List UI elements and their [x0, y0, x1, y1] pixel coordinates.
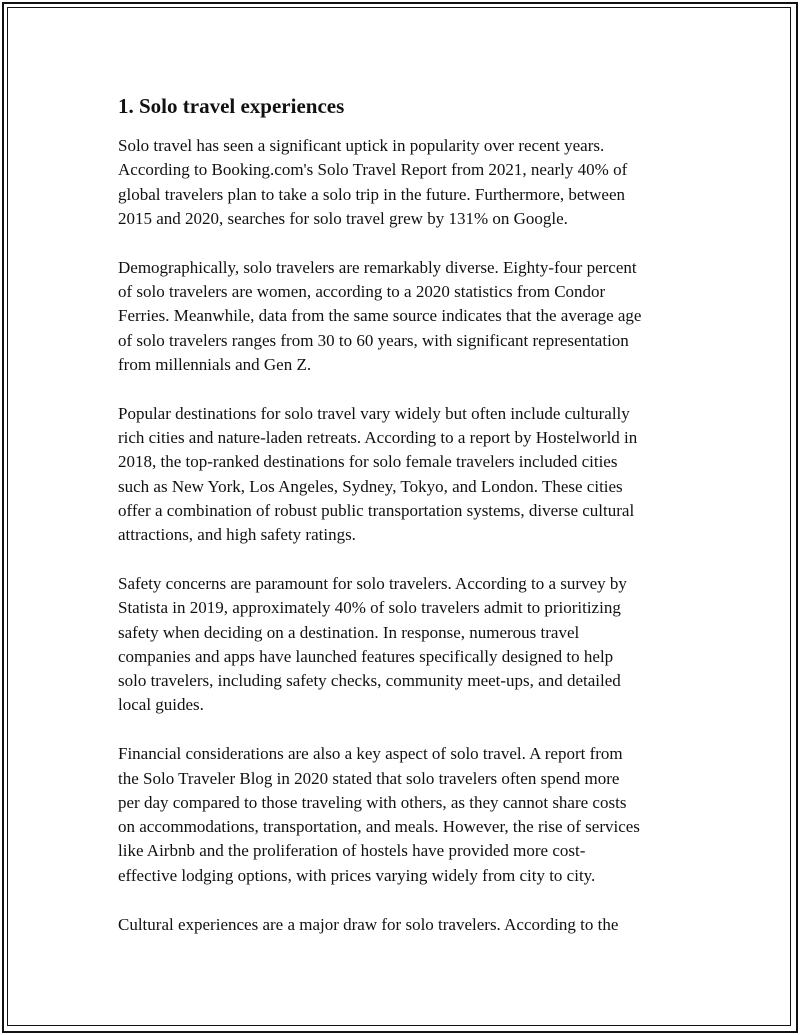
section-heading: 1. Solo travel experiences [118, 94, 345, 118]
paragraph-cultural: Cultural experiences are a major draw for solo travelers. According to the [118, 914, 619, 934]
paragraph-solo-travel-popularity: Solo travel has seen a significant uptick in popularity over recent years. According to Booking.com's Solo Travel Report from 2021, nearly 40% of global travelers plan to take a solo trip in the future. Furthermore, between 2015 and 2020, searches for solo travel grew by 131% on Google. [118, 136, 628, 228]
paragraph-destinations: Popular destinations for solo travel vary widely but often include culturally rich cities and nature-laden retreats. According to a report by Hostelworld in 2018, the top-ranked destinations for solo female travelers included cities such as New York, Los Angeles, Sydney, Tokyo, and London. These cities offer a combination of robust public transportation systems, diverse cultural attractions, and high safety ratings. [118, 403, 638, 545]
paragraph-safety: Safety concerns are paramount for solo travelers. According to a survey by Statista in 2019, approximately 40% of solo travelers admit to prioritizing safety when deciding on a destination. In response, numerous travel companies and apps have launched features specifically designed to help solo travelers, including safety checks, community meet-ups, and detailed local guides. [118, 573, 627, 715]
paragraph-demographics: Demographically, solo travelers are remarkably diverse. Eighty-four percent of solo travelers are women, according to a 2020 statistics from Condor Ferries. Meanwhile, data from the same source indicates that the average age of solo travelers ranges from 30 to 60 years, with significant representation from millennials and Gen Z. [118, 257, 642, 374]
document-body [118, 92, 698, 961]
paragraph-financial: Financial considerations are also a key aspect of solo travel. A report from the Solo Traveler Blog in 2020 stated that solo travelers often spend more per day compared to those traveling with others, as they cannot share costs on accommodations, transportation, and meals. However, the rise of services like Airbnb and the proliferation of hostels have provided more cost- effective lodging options, with prices varying widely from city to city. [118, 744, 640, 885]
